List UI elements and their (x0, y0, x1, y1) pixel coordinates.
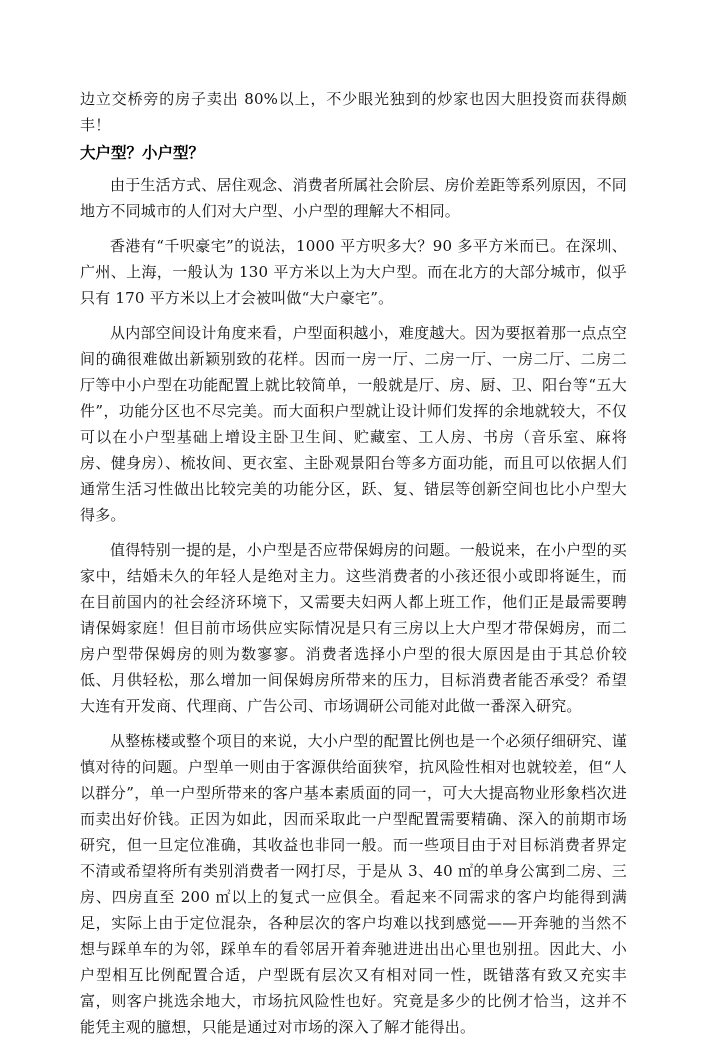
body-paragraph-2: 香港有“千呎豪宅”的说法，1000 平方呎多大？90 多平方米而已。在深圳、广州、上海，一般认为 130 平方米以上为大户型。而在北方的大部分城市，似乎只有 170 平方米以上才会被叫做“大户豪宅”。 (80, 237, 627, 307)
section-heading: 大户型？小户型？ (80, 144, 205, 162)
body-paragraph-1: 由于生活方式、居住观念、消费者所属社会阶层、房价差距等系列原因，不同地方不同城市的人们对大户型、小户型的理解大不相同。 (80, 176, 627, 220)
body-paragraph-4: 值得特别一提的是，小户型是否应带保姆房的问题。一般说来，在小户型的买家中，结婚未久的年轻人是绝对主力。这些消费者的小孩还很小或即将诞生，而在目前国内的社会经济环境下，又需要夫妇两人都上班工作，他们正是最需要聘请保姆家庭！但目前市场供应实际情况是只有三房以上大户型才带保姆房，而二房户型带保姆房的则为数寥寥。消费者选择小户型的很大原因是由于其总价较低、月供轻松，那么增加一间保姆房所带来的压力，目标消费者能否承受？希望大连有开发商、代理商、广告公司、市场调研公司能对此做一番深入研究。 (80, 541, 627, 715)
body-paragraph-3: 从内部空间设计角度来看，户型面积越小，难度越大。因为要抠着那一点点空间的确很难做出新颖别致的花样。因而一房一厅、二房一厅、一房二厅、二房二厅等中小户型在功能配置上就比较简单，一般就是厅、房、厨、卫、阳台等“五大件”，功能分区也不尽完美。而大面积户型就让设计师们发挥的余地就较大，不仅可以在小户型基础上增设主卧卫生间、贮藏室、工人房、书房（音乐室、麻将房、健身房）、梳妆间、更衣室、主卧观景阳台等多方面功能，而且可以依据人们通常生活习性做出比较完美的功能分区，跃、复、错层等创新空间也比小户型大得多。 (80, 324, 627, 524)
body-paragraph-5: 从整栋楼或整个项目的来说，大小户型的配置比例也是一个必须仔细研究、谨慎对待的问题。户型单一则由于客源供给面狭窄，抗风险性相对也就较差，但“人以群分”，单一户型所带来的客户基本素质面的同一，可大大提高物业形象档次进而卖出好价钱。正因为如此，因而采取此一户型配置需要精确、深入的前期市场研究，但一旦定位准确，其收益也非同一般。而一些项目由于对目标消费者界定不清或希望将所有类别消费者一网打尽，于是从 3、40 ㎡的单身公寓到二房、三房、四房直至 200 ㎡以上的复式一应俱全。看起来不同需求的客户均能得到满足，实际上由于定位混杂，各种层次的客户均难以找到感觉——开奔驰的当然不想与踩单车的为邻，踩单车的看邻居开着奔驰进进出出心里也别扭。因此大、小户型相互比例配置合适，户型既有层次又有相对同一性，既错落有致又充实丰富，则客户挑选余地大，市场抗风险性也好。究竟是多少的比例才恰当，这并不能凭主观的臆想，只能是通过对市场的深入了解才能得出。 (80, 732, 627, 1036)
intro-paragraph: 边立交桥旁的房子卖出 80%以上，不少眼光独到的炒家也因大胆投资而获得颇丰！ (80, 90, 627, 134)
